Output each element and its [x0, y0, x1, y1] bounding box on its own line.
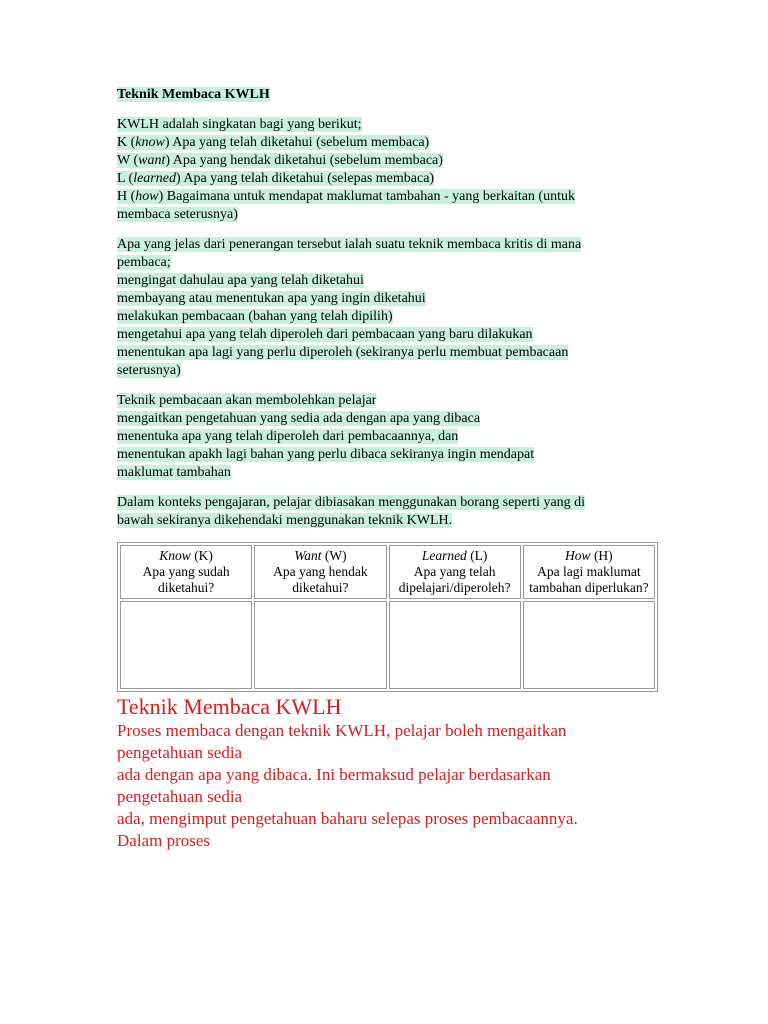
para2-line: mengetahui apa yang telah diperoleh dari pembacaan yang baru dilakukan [117, 327, 533, 342]
para2-line: pembaca; [117, 255, 171, 270]
para3-line: maklumat tambahan [117, 465, 231, 480]
table-header-cell-know: Know (K) Apa yang sudah diketahui? [120, 545, 252, 599]
doc-title [117, 86, 662, 104]
document-content [117, 86, 662, 852]
para2-line: melakukan pembacaan (bahan yang telah dipilih) [117, 309, 393, 324]
table-empty-cell [120, 601, 252, 689]
para1-line: L (learned) Apa yang telah diketahui (selepas membaca) [117, 171, 435, 186]
doc-title-text: Teknik Membaca KWLH [117, 87, 270, 102]
para3-line: mengaitkan pengetahuan yang sedia ada dengan apa yang dibaca [117, 411, 481, 426]
para2-line: menentukan apa lagi yang perlu diperoleh (sekiranya perlu membuat pembacaan [117, 345, 569, 360]
para1-line: KWLH adalah singkatan bagi yang berikut; [117, 117, 362, 132]
para1-line: W (want) Apa yang hendak diketahui (sebelum membaca) [117, 153, 443, 168]
para4-line: bawah sekiranya dikehendaki menggunakan teknik KWLH. [117, 513, 453, 528]
kwlh-table [117, 542, 658, 692]
para-benefits [117, 392, 662, 482]
para1-line: K (know) Apa yang telah diketahui (sebelum membaca) [117, 135, 430, 150]
table-empty-cell [389, 601, 521, 689]
para3-line: menentukan apakh lagi bahan yang perlu dibaca sekiranya ingin mendapat [117, 447, 535, 462]
table-header-cell-want: Want (W) Apa yang hendak diketahui? [254, 545, 386, 599]
red-section-title: Teknik Membaca KWLH [117, 694, 342, 719]
para-teaching-context [117, 494, 662, 530]
red-line: pengetahuan sedia [117, 743, 243, 762]
red-line: pengetahuan sedia [117, 787, 243, 806]
para3-line: Teknik pembacaan akan membolehkan pelajar [117, 393, 377, 408]
red-section-body [117, 720, 662, 852]
table-header-cell-how: How (H) Apa lagi maklumat tambahan diperlukan? [523, 545, 655, 599]
para1-line: H (how) Bagaimana untuk mendapat maklumat tambahan - yang berkaitan (untuk [117, 189, 575, 204]
para2-line: membayang atau menentukan apa yang ingin diketahui [117, 291, 426, 306]
para2-line: Apa yang jelas dari penerangan tersebut ialah suatu teknik membaca kritis di mana [117, 237, 582, 252]
para3-line: menentuka apa yang telah diperoleh dari pembacaannya, dan [117, 429, 459, 444]
table-empty-row [120, 601, 655, 689]
table-header-cell-learned: Learned (L) Apa yang telah dipelajari/diperoleh? [389, 545, 521, 599]
red-line: Dalam proses [117, 831, 211, 850]
para-kwlh-definition [117, 116, 662, 224]
red-line: Proses membaca dengan teknik KWLH, pelajar boleh mengaitkan [117, 721, 567, 740]
table-header-row [120, 545, 655, 599]
para1-line: membaca seterusnya) [117, 207, 238, 222]
table-empty-cell [254, 601, 386, 689]
table-empty-cell [523, 601, 655, 689]
para-critical-reading [117, 236, 662, 380]
red-line: ada, mengimput pengetahuan baharu selepas proses pembacaannya. [117, 809, 578, 828]
red-line: ada dengan apa yang dibaca. Ini bermaksud pelajar berdasarkan [117, 765, 551, 784]
para2-line: seterusnya) [117, 363, 181, 378]
para4-line: Dalam konteks pengajaran, pelajar dibiasakan menggunakan borang seperti yang di [117, 495, 586, 510]
para2-line: mengingat dahulau apa yang telah diketahui [117, 273, 364, 288]
